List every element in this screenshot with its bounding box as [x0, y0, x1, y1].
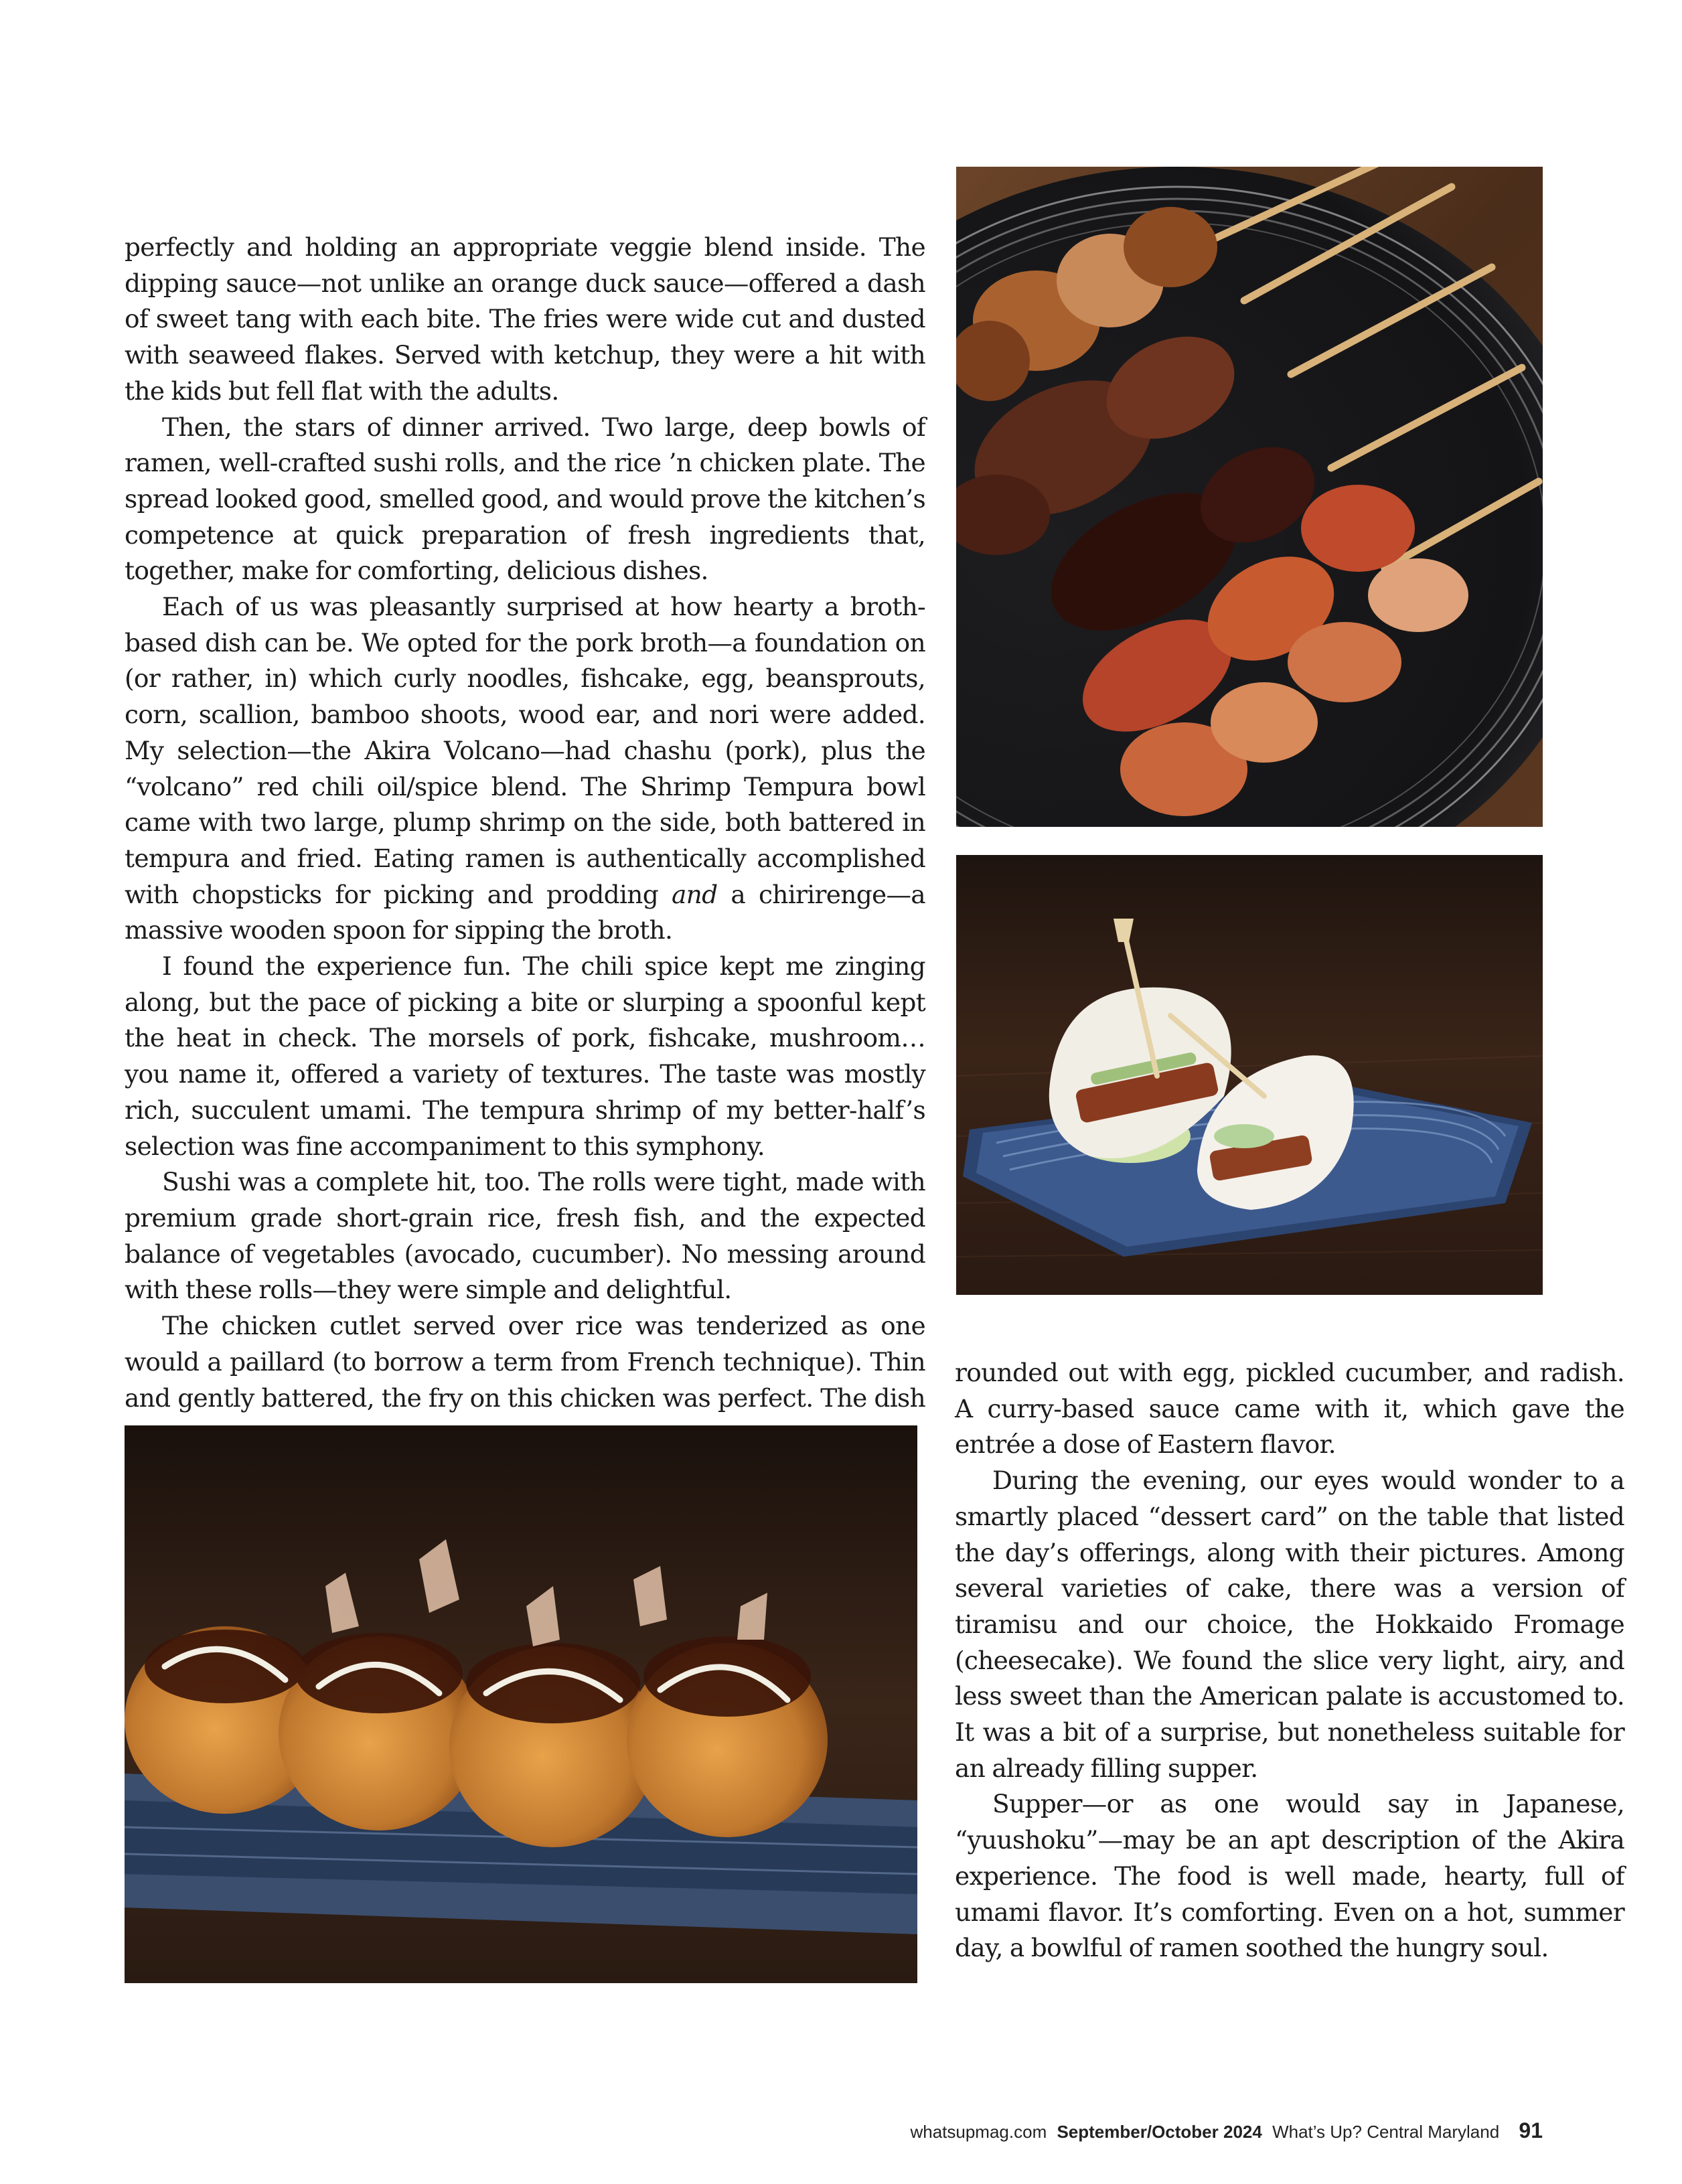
paragraph: Supper—or as one would say in Japanese, “yuushoku”—may be an apt description of the Akira experience. The food is well made, hearty, full of umami flavor. It’s comforting. Even on a hot, summer day, a bowlful of ramen soothed the hungry soul.: [955, 1789, 1624, 1963]
skewers-photo: [956, 167, 1543, 827]
bao-buns-photo: [956, 855, 1543, 1295]
footer-site: whatsupmag.com: [910, 2122, 1047, 2142]
paragraph: perfectly and holding an appropriate veggie blend inside. The dipping sauce—not unlike an orange duck sauce—offered a dash of sweet tang with each bite. The fries were wide cut and dusted with seaweed flakes. Served with ketchup, they were a hit with the kids but fell flat with the adults.: [125, 232, 925, 406]
page-footer: [910, 2118, 1543, 2143]
paragraph: Then, the stars of dinner arrived. Two large, deep bowls of ramen, well-crafted sushi rolls, and the rice ’n chicken plate. The spread looked good, smelled good, and would prove the kitchen’s competence at quick preparation of fresh ingredients that, together, make for comforting, delicious dishes.: [125, 412, 925, 586]
paragraph: rounded out with egg, pickled cucumber, and radish. A curry-based sauce came with it, which gave the entrée a dose of Eastern flavor.: [955, 1358, 1624, 1460]
paragraph: The chicken cutlet served over rice was tenderized as one would a paillard (to borrow a term from French technique). Thin and gently battered, the fry on this chicken was perfect. The dish: [125, 1311, 925, 1413]
page-number: 91: [1519, 2118, 1543, 2142]
paragraph: Sushi was a complete hit, too. The rolls were tight, made with premium grade short-grain rice, fresh fish, and the expected balance of vegetables (avocado, cucumber). No messing around with these rolls—they were simple and delightful.: [125, 1167, 925, 1305]
footer-issue: September/October 2024: [1057, 2122, 1262, 2142]
emphasis-text: and: [671, 879, 718, 909]
footer-magazine: What’s Up? Central Maryland: [1272, 2122, 1500, 2142]
paragraph: During the evening, our eyes would wonder to a smartly placed “dessert card” on the table that listed the day’s offerings, along with their pictures. Among several varieties of cake, there was a version of tiramisu and our choice, the Hokkaido Fromage (cheesecake). We found the slice very light, airy, and less sweet than the American palate is accustomed to. It was a bit of a surprise, but nonetheless suitable for an already filling supper.: [955, 1466, 1624, 1783]
paragraph: I found the experience fun. The chili spice kept me zinging along, but the pace of picking a bite or slurping a spoonful kept the heat in check. The morsels of pork, fishcake, mushroom… you name it, offered a variety of textures. The taste was mostly rich, succulent umami. The tempura shrimp of my better-half’s selection was fine accompaniment to this symphony.: [125, 951, 925, 1161]
takoyaki-photo: [125, 1425, 917, 1983]
article-column-right: [955, 1355, 1624, 1966]
paragraph: Each of us was pleasantly surprised at how hearty a broth-based dish can be. We opted for the pork broth—a foundation on (or rather, in) which curly noodles, fishcake, egg, beansprouts, corn, scallion, bamboo shoots, wood ear, and nori were added. My selection—the Akira Volcano—had chashu (pork), plus the “volcano” red chili oil/spice blend. The Shrimp Tempura bowl came with two large, plump shrimp on the side, both battered in tempura and fried. Eating ramen is authentically accomplished with chopsticks for picking and prodding and a chirirenge—a massive wooden spoon for sipping the broth.: [125, 592, 925, 945]
article-column-left: [125, 230, 925, 1452]
